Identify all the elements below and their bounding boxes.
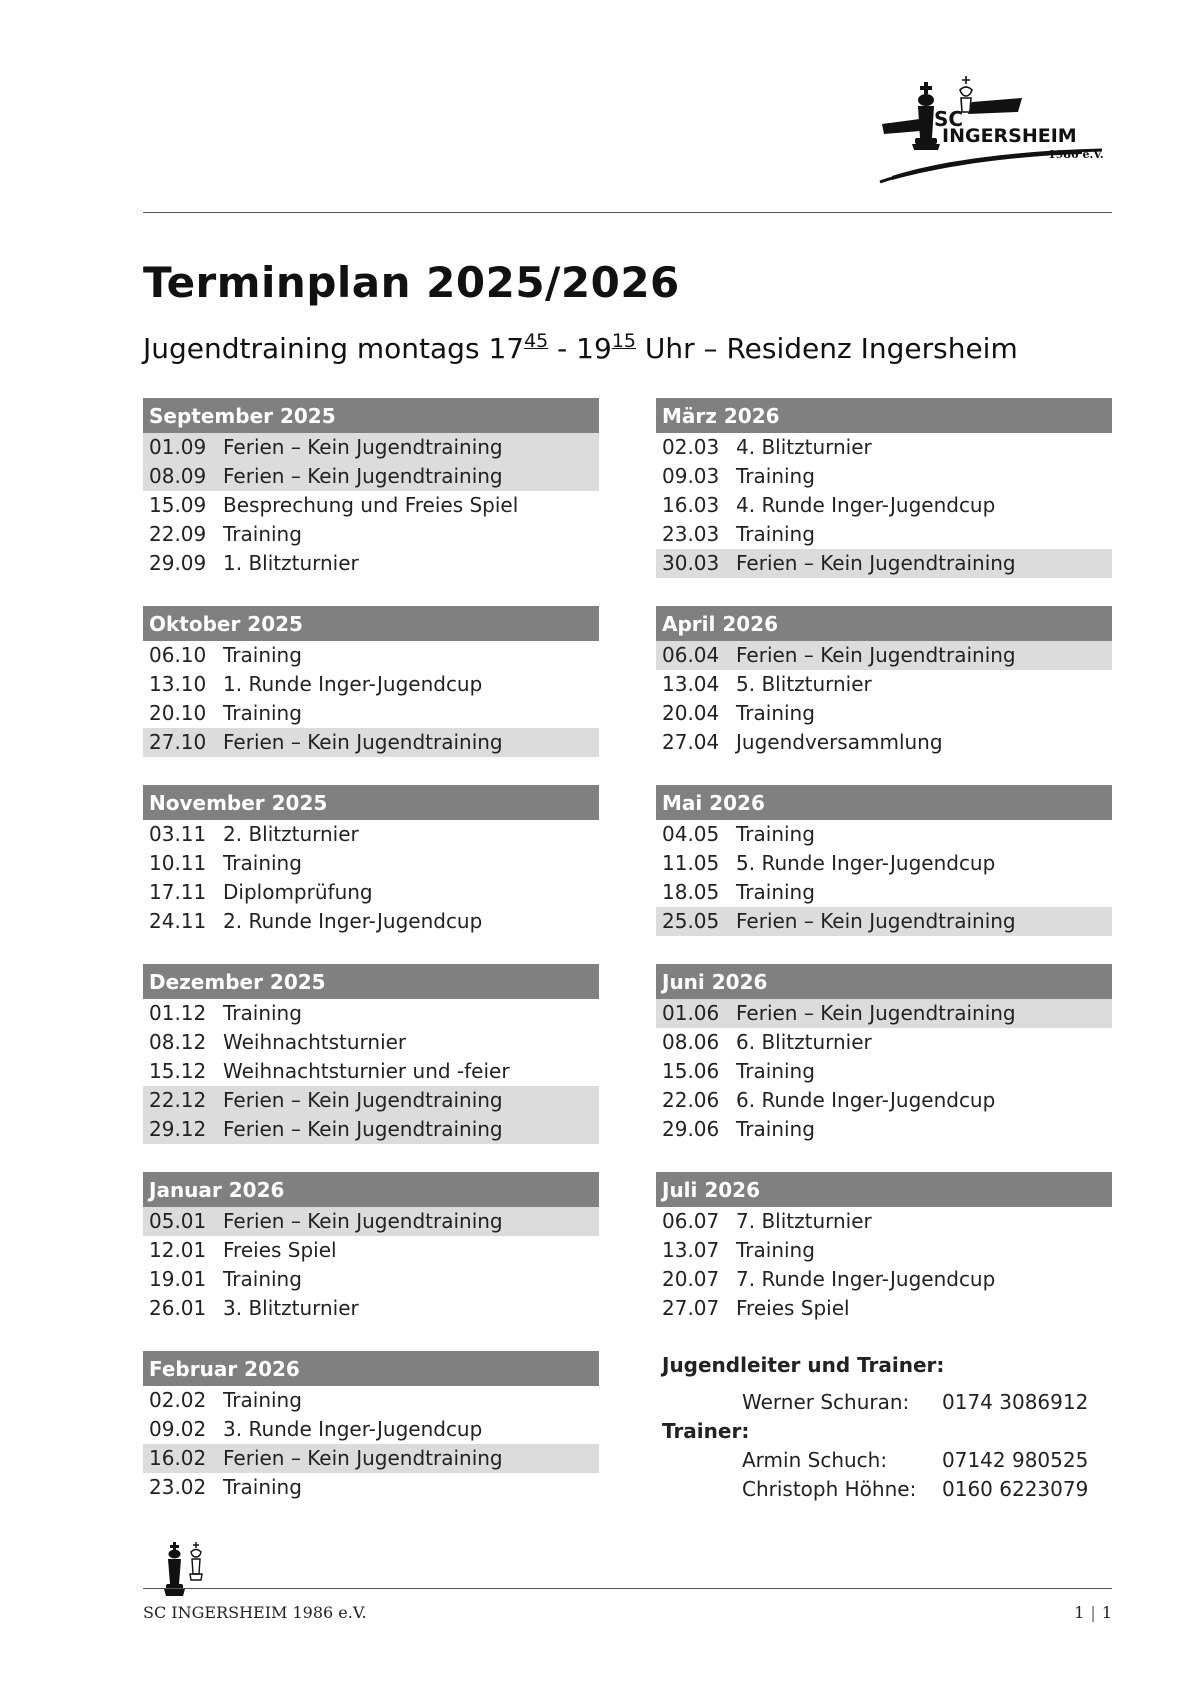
current-page: 1 bbox=[1074, 1603, 1085, 1622]
subtitle-text-1: Jugendtraining montags 17 bbox=[143, 332, 525, 365]
schedule-row bbox=[143, 1415, 599, 1444]
entry-event: 7. Runde Inger-Jugendcup bbox=[736, 1267, 996, 1291]
schedule-row bbox=[143, 1265, 599, 1294]
page-title: Terminplan 2025/2026 bbox=[143, 258, 680, 307]
entry-event: Weihnachtsturnier bbox=[223, 1030, 407, 1054]
logo-text-year: 1986 e.V. bbox=[1048, 148, 1104, 161]
schedule-row bbox=[143, 820, 599, 849]
schedule-column-right bbox=[656, 398, 1112, 1504]
entry-event: Ferien – Kein Jugendtraining bbox=[736, 909, 1016, 933]
schedule-row bbox=[656, 462, 1112, 491]
entry-date: 08.09 bbox=[149, 464, 207, 488]
entry-event: 7. Blitzturnier bbox=[736, 1209, 872, 1233]
schedule-row bbox=[656, 1294, 1112, 1323]
header-divider bbox=[143, 212, 1112, 213]
footer-chess-icon bbox=[158, 1540, 216, 1602]
schedule-row bbox=[143, 641, 599, 670]
month-header: Januar 2026 bbox=[143, 1172, 599, 1207]
month-header: Juni 2026 bbox=[656, 964, 1112, 999]
holiday-row bbox=[143, 1086, 599, 1115]
contact-phone: 07142 980525 bbox=[942, 1448, 1089, 1472]
entry-date: 04.05 bbox=[662, 822, 720, 846]
entry-date: 06.04 bbox=[662, 643, 720, 667]
schedule-row bbox=[656, 1115, 1112, 1144]
schedule-row bbox=[656, 878, 1112, 907]
entry-event: Weihnachtsturnier und -feier bbox=[223, 1059, 510, 1083]
holiday-row bbox=[143, 433, 599, 462]
holiday-row bbox=[143, 462, 599, 491]
entry-date: 03.11 bbox=[149, 822, 207, 846]
entry-date: 24.11 bbox=[149, 909, 207, 933]
entry-event: Training bbox=[736, 522, 815, 546]
entry-date: 22.12 bbox=[149, 1088, 207, 1112]
trainer bbox=[656, 1475, 1112, 1504]
schedule-row bbox=[143, 1236, 599, 1265]
entry-event: Training bbox=[223, 1475, 302, 1499]
month-block bbox=[143, 1351, 599, 1502]
entry-date: 29.12 bbox=[149, 1117, 207, 1141]
entry-date: 08.12 bbox=[149, 1030, 207, 1054]
schedule-row bbox=[656, 1236, 1112, 1265]
entry-event: Freies Spiel bbox=[223, 1238, 337, 1262]
entry-date: 22.09 bbox=[149, 522, 207, 546]
entry-date: 20.04 bbox=[662, 701, 720, 725]
entry-date: 13.07 bbox=[662, 1238, 720, 1262]
contact-phone: 0174 3086912 bbox=[942, 1390, 1089, 1414]
schedule-row bbox=[143, 999, 599, 1028]
month-block bbox=[656, 606, 1112, 757]
page-number bbox=[1074, 1603, 1112, 1622]
month-block bbox=[143, 964, 599, 1144]
schedule-row bbox=[656, 491, 1112, 520]
entry-date: 06.07 bbox=[662, 1209, 720, 1233]
schedule-row bbox=[143, 549, 599, 578]
contact-name: Christoph Höhne: bbox=[742, 1477, 917, 1501]
schedule-row bbox=[656, 699, 1112, 728]
entry-date: 05.01 bbox=[149, 1209, 207, 1233]
entry-event: Ferien – Kein Jugendtraining bbox=[223, 1117, 503, 1141]
entry-event: Training bbox=[736, 822, 815, 846]
entry-date: 27.10 bbox=[149, 730, 207, 754]
schedule-row bbox=[656, 1028, 1112, 1057]
entry-date: 01.12 bbox=[149, 1001, 207, 1025]
entry-date: 15.09 bbox=[149, 493, 207, 517]
holiday-row bbox=[143, 728, 599, 757]
schedule-row bbox=[143, 1386, 599, 1415]
head-trainer bbox=[656, 1388, 1112, 1417]
entry-date: 06.10 bbox=[149, 643, 207, 667]
schedule-row bbox=[143, 1294, 599, 1323]
schedule-row bbox=[656, 849, 1112, 878]
entry-event: 2. Runde Inger-Jugendcup bbox=[223, 909, 483, 933]
entry-event: Freies Spiel bbox=[736, 1296, 850, 1320]
entry-event: Besprechung und Freies Spiel bbox=[223, 493, 519, 517]
entry-event: Ferien – Kein Jugendtraining bbox=[736, 551, 1016, 575]
schedule-row bbox=[656, 1086, 1112, 1115]
entry-event: Training bbox=[736, 1117, 815, 1141]
entry-date: 02.03 bbox=[662, 435, 720, 459]
schedule-row bbox=[143, 1473, 599, 1502]
entry-date: 18.05 bbox=[662, 880, 720, 904]
page-separator: | bbox=[1090, 1603, 1096, 1622]
entry-event: Ferien – Kein Jugendtraining bbox=[736, 643, 1016, 667]
entry-event: 3. Blitzturnier bbox=[223, 1296, 359, 1320]
entry-event: Training bbox=[223, 1001, 302, 1025]
entry-event: Training bbox=[223, 643, 302, 667]
entry-event: Training bbox=[736, 880, 815, 904]
entry-event: Ferien – Kein Jugendtraining bbox=[223, 464, 503, 488]
footer-divider bbox=[143, 1588, 1112, 1589]
month-header: Mai 2026 bbox=[656, 785, 1112, 820]
entry-date: 02.02 bbox=[149, 1388, 207, 1412]
entry-event: 5. Blitzturnier bbox=[736, 672, 872, 696]
month-block bbox=[656, 1172, 1112, 1323]
month-block bbox=[656, 785, 1112, 936]
schedule-row bbox=[143, 699, 599, 728]
entry-date: 13.10 bbox=[149, 672, 207, 696]
holiday-row bbox=[656, 549, 1112, 578]
schedule-row bbox=[656, 520, 1112, 549]
entry-date: 16.03 bbox=[662, 493, 720, 517]
schedule-row bbox=[143, 670, 599, 699]
entry-date: 01.09 bbox=[149, 435, 207, 459]
entry-date: 29.06 bbox=[662, 1117, 720, 1141]
entry-date: 20.07 bbox=[662, 1267, 720, 1291]
schedule-row bbox=[656, 820, 1112, 849]
month-header: Juli 2026 bbox=[656, 1172, 1112, 1207]
contact-name: Werner Schuran: bbox=[742, 1390, 910, 1414]
month-block bbox=[656, 964, 1112, 1144]
entry-date: 09.02 bbox=[149, 1417, 207, 1441]
entry-event: Training bbox=[223, 851, 302, 875]
subtitle-start-minutes: 45 bbox=[524, 330, 549, 352]
entry-date: 08.06 bbox=[662, 1030, 720, 1054]
entry-event: Jugendversammlung bbox=[736, 730, 943, 754]
entry-date: 13.04 bbox=[662, 672, 720, 696]
entry-date: 17.11 bbox=[149, 880, 207, 904]
month-block bbox=[143, 606, 599, 757]
entry-event: 6. Runde Inger-Jugendcup bbox=[736, 1088, 996, 1112]
schedule-row bbox=[656, 728, 1112, 757]
entry-event: Training bbox=[736, 464, 815, 488]
holiday-row bbox=[656, 641, 1112, 670]
logo-text-sc: SC bbox=[934, 107, 964, 131]
holiday-row bbox=[143, 1444, 599, 1473]
month-block bbox=[143, 1172, 599, 1323]
entry-event: 4. Runde Inger-Jugendcup bbox=[736, 493, 996, 517]
entry-event: 5. Runde Inger-Jugendcup bbox=[736, 851, 996, 875]
entry-date: 23.02 bbox=[149, 1475, 207, 1499]
entry-date: 09.03 bbox=[662, 464, 720, 488]
schedule-row bbox=[656, 1057, 1112, 1086]
entry-date: 20.10 bbox=[149, 701, 207, 725]
entry-date: 01.06 bbox=[662, 1001, 720, 1025]
month-header: Februar 2026 bbox=[143, 1351, 599, 1386]
schedule-row bbox=[143, 520, 599, 549]
schedule-row bbox=[143, 878, 599, 907]
entry-date: 27.04 bbox=[662, 730, 720, 754]
contact-phone: 0160 6223079 bbox=[942, 1477, 1089, 1501]
month-block bbox=[656, 398, 1112, 578]
holiday-row bbox=[656, 999, 1112, 1028]
total-pages: 1 bbox=[1101, 1603, 1112, 1622]
entry-event: Training bbox=[736, 1238, 815, 1262]
entry-date: 30.03 bbox=[662, 551, 720, 575]
club-logo bbox=[872, 72, 1122, 190]
month-block bbox=[143, 785, 599, 936]
entry-date: 11.05 bbox=[662, 851, 720, 875]
entry-event: Ferien – Kein Jugendtraining bbox=[223, 1088, 503, 1112]
trainers-heading: Trainer: bbox=[662, 1419, 750, 1443]
entry-event: 2. Blitzturnier bbox=[223, 822, 359, 846]
entry-event: Ferien – Kein Jugendtraining bbox=[223, 730, 503, 754]
entry-date: 29.09 bbox=[149, 551, 207, 575]
holiday-row bbox=[143, 1115, 599, 1144]
subtitle-text-2: - 19 bbox=[548, 332, 612, 365]
month-block bbox=[143, 398, 599, 578]
month-header: Dezember 2025 bbox=[143, 964, 599, 999]
schedule-row bbox=[143, 1057, 599, 1086]
schedule-row bbox=[143, 849, 599, 878]
holiday-row bbox=[143, 1207, 599, 1236]
trainer bbox=[656, 1446, 1112, 1475]
entry-event: Ferien – Kein Jugendtraining bbox=[223, 1209, 503, 1233]
entry-date: 16.02 bbox=[149, 1446, 207, 1470]
schedule-row bbox=[143, 491, 599, 520]
month-header: November 2025 bbox=[143, 785, 599, 820]
head-trainer-heading: Jugendleiter und Trainer: bbox=[662, 1353, 945, 1377]
entry-event: 1. Blitzturnier bbox=[223, 551, 359, 575]
entry-event: Training bbox=[223, 1267, 302, 1291]
schedule-row bbox=[656, 433, 1112, 462]
entry-event: Ferien – Kein Jugendtraining bbox=[223, 435, 503, 459]
entry-date: 26.01 bbox=[149, 1296, 207, 1320]
schedule-column-left bbox=[143, 398, 599, 1530]
schedule-row bbox=[143, 1028, 599, 1057]
subtitle-end-minutes: 15 bbox=[611, 330, 636, 352]
contacts-section bbox=[656, 1351, 1112, 1504]
entry-event: Training bbox=[223, 1388, 302, 1412]
entry-date: 19.01 bbox=[149, 1267, 207, 1291]
entry-event: Ferien – Kein Jugendtraining bbox=[223, 1446, 503, 1470]
footer-org: SC INGERSHEIM 1986 e.V. bbox=[143, 1603, 367, 1622]
subtitle-text-3: Uhr – Residenz Ingersheim bbox=[636, 332, 1018, 365]
month-header: April 2026 bbox=[656, 606, 1112, 641]
entry-event: Training bbox=[223, 701, 302, 725]
month-header: März 2026 bbox=[656, 398, 1112, 433]
entry-date: 23.03 bbox=[662, 522, 720, 546]
entry-event: 3. Runde Inger-Jugendcup bbox=[223, 1417, 483, 1441]
entry-event: Training bbox=[736, 1059, 815, 1083]
logo-text-ingersheim: INGERSHEIM bbox=[942, 125, 1077, 147]
right-months bbox=[656, 398, 1112, 1323]
entry-date: 15.12 bbox=[149, 1059, 207, 1083]
entry-event: Training bbox=[223, 522, 302, 546]
month-header: September 2025 bbox=[143, 398, 599, 433]
entry-event: 6. Blitzturnier bbox=[736, 1030, 872, 1054]
entry-event: Diplomprüfung bbox=[223, 880, 373, 904]
entry-date: 10.11 bbox=[149, 851, 207, 875]
holiday-row bbox=[656, 907, 1112, 936]
entry-date: 22.06 bbox=[662, 1088, 720, 1112]
entry-date: 27.07 bbox=[662, 1296, 720, 1320]
entry-event: Training bbox=[736, 701, 815, 725]
schedule-row bbox=[656, 670, 1112, 699]
entry-event: 4. Blitzturnier bbox=[736, 435, 872, 459]
schedule-row bbox=[143, 907, 599, 936]
entry-event: 1. Runde Inger-Jugendcup bbox=[223, 672, 483, 696]
schedule-row bbox=[656, 1265, 1112, 1294]
entry-date: 15.06 bbox=[662, 1059, 720, 1083]
schedule-row bbox=[656, 1207, 1112, 1236]
page-subtitle bbox=[143, 330, 1018, 365]
entry-event: Ferien – Kein Jugendtraining bbox=[736, 1001, 1016, 1025]
entry-date: 25.05 bbox=[662, 909, 720, 933]
contact-name: Armin Schuch: bbox=[742, 1448, 888, 1472]
month-header: Oktober 2025 bbox=[143, 606, 599, 641]
entry-date: 12.01 bbox=[149, 1238, 207, 1262]
